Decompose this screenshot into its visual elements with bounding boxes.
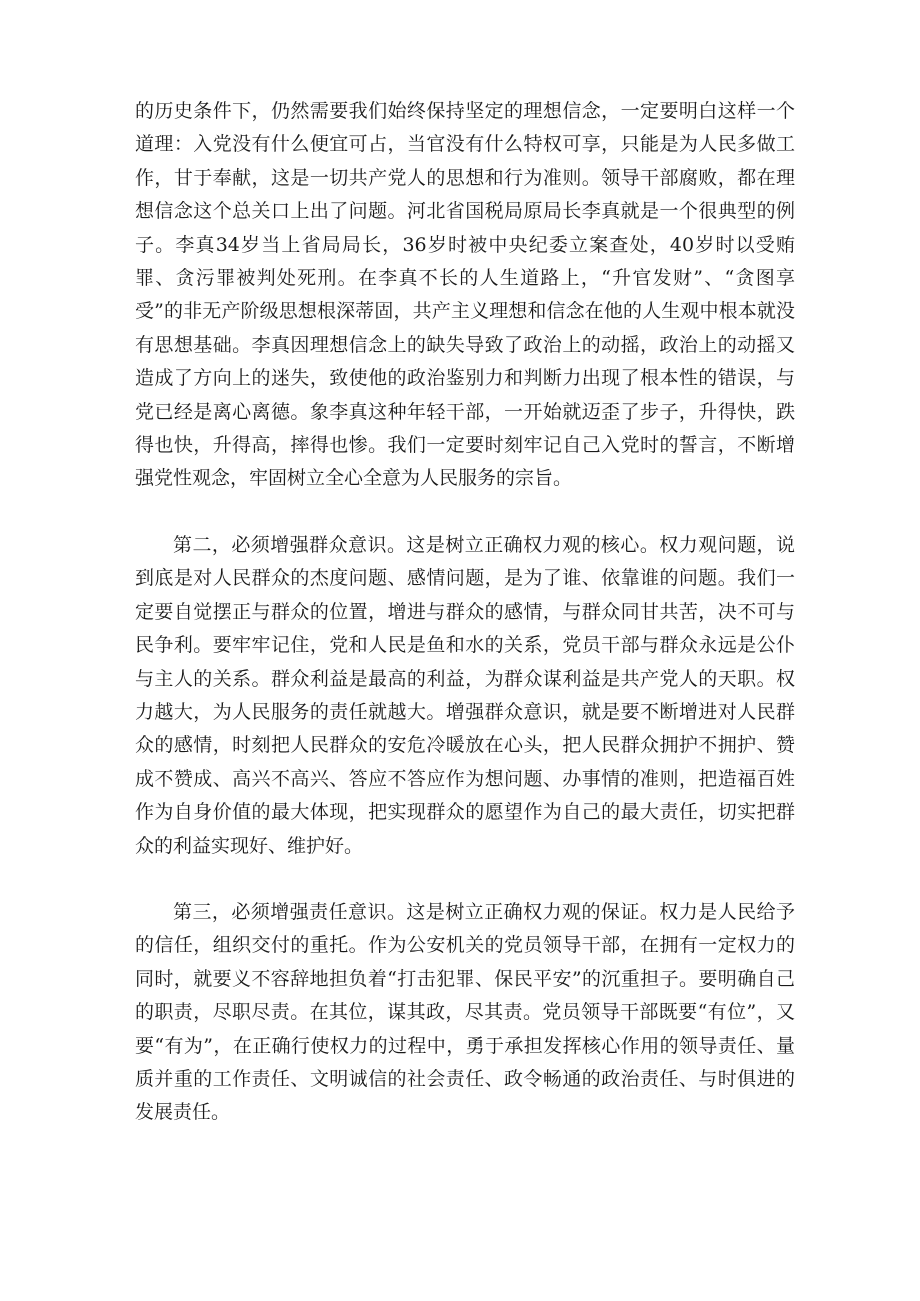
paragraph-third-point: 第三，必须增强责任意识。这是树立正确权力观的保证。权力是人民给予的信任，组织交付的重托。作为公安机关的党员领导干部，在拥有一定权力的同时，就要义不容辞地担负着“打击犯罪、保民平安”的沉重担子。要明确自己的职责，尽职尽责。在其位，谋其政，尽其责。党员领导干部既要“有位”，又要“有为”，在正确行使权力的过程中，勇于承担发挥核心作用的领导责任、量质并重的工作责任、文明诚信的社会责任、政令畅通的政治责任、与时俱进的发展责任。	[135, 900, 795, 1124]
paragraph-second-point: 第二，必须增强群众意识。这是树立正确权力观的核心。权力观问题，说到底是对人民群众的杰度问题、感情问题，是为了谁、依靠谁的问题。我们一定要自觉摆正与群众的位置，增进与群众的感情，与群众同甘共苦，决不可与民争利。要牢牢记住，党和人民是鱼和水的关系，党员干部与群众永远是公仆与主人的关系。群众利益是最高的利益，为群众谋利益是共产党人的天职。权力越大，为人民服务的责任就越大。增强群众意识，就是要不断增进对人民群众的感情，时刻把人民群众的安危冷暖放在心头，把人民群众拥护不拥护、赞成不赞成、高兴不高兴、答应不答应作为想问题、办事情的准则，把造福百姓作为自身价值的最大体现，把实现群众的愿望作为自己的最大责任，切实把群众的利益实现好、维护好。	[135, 533, 795, 857]
paragraph-continued: 的历史条件下，仍然需要我们始终保持坚定的理想信念，一定要明白这样一个道理：入党没有什么便宜可占，当官没有什么特权可享，只能是为人民多做工作，甘于奉献，这是一切共产党人的思想和行为准则。领导干部腐败，都在理想信念这个总关口上出了问题。河北省国税局原局长李真就是一个很典型的例子。李真34岁当上省局局长，36岁时被中央纪委立案查处，40岁时以受贿罪、贪污罪被判处死刑。在李真不长的人生道路上，“升官发财”、“贪图享受”的非无产阶级思想根深蒂固，共产主义理想和信念在他的人生观中根本就没有思想基础。李真因理想信念上的缺失导致了政治上的动摇，政治上的动摇又造成了方向上的迷失，致使他的政治鉴别力和判断力出现了根本性的错误，与党已经是离心离德。象李真这种年轻干部，一开始就迈歪了步子，升得快，跌得也快，升得高，摔得也惨。我们一定要时刻牢记自己入党时的誓言，不断增强党性观念，牢固树立全心全意为人民服务的宗旨。	[135, 100, 795, 490]
document-body	[135, 95, 795, 1130]
